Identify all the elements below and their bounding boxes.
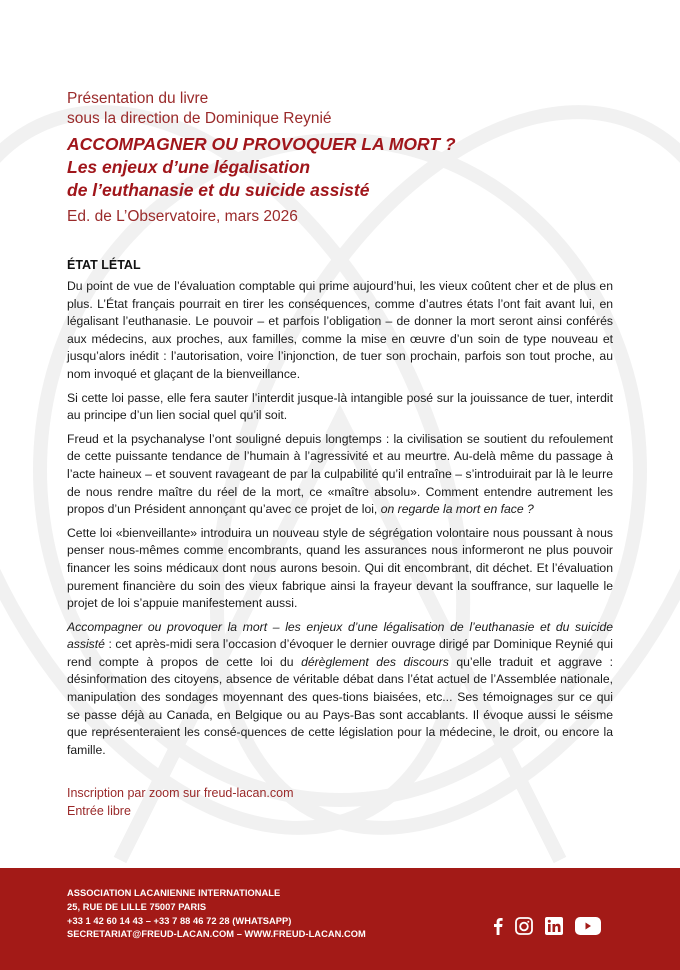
phones: +33 1 42 60 14 43 – +33 7 88 46 72 28 (WHATSAPP) [67, 915, 292, 926]
event-info [67, 785, 613, 820]
text-run: qu’elle traduit et aggrave : désinformation des citoyens, absence de véritable débat dans l’état actuel de l’Assemblée nationale, manipulation des sondages moyennant des ques-tions biaisées, etc... Ses témoignages sur ce qui se passe déjà au Canada, en Belgique ou au Pays-Bas sont accablants. Il évoque aussi le séisme que représenteraient les consé-quences de cette législation pour la médecine, le droit, ou encore la famille. [67, 654, 613, 757]
flyer-content [67, 89, 613, 820]
registration-info[interactable]: Inscription par zoom sur freud-lacan.com [67, 786, 294, 801]
title-line: de l’euthanasie et du suicide assisté [67, 180, 370, 200]
linkedin-icon[interactable] [545, 917, 563, 935]
youtube-icon[interactable] [575, 917, 601, 935]
section-title: ÉTAT LÉTAL [67, 258, 141, 272]
body-paragraph [67, 278, 613, 384]
facebook-icon[interactable] [493, 917, 503, 935]
email-website[interactable]: SECRETARIAT@FREUD-LACAN.COM – WWW.FREUD-LACAN.COM [67, 929, 366, 940]
organization-name: ASSOCIATION LACANIENNE INTERNATIONALE [67, 888, 281, 898]
text-run: : cet après-midi sera l’occasion d’évoquer le dernier ouvrage dirigé par Dominique Reynié qui rend compte à propos de cette loi du [67, 637, 613, 669]
address: 25, RUE DE LILLE 75007 PARIS [67, 901, 207, 912]
body-paragraph [67, 525, 613, 613]
edition: Ed. de L’Observatoire, mars 2026 [67, 208, 298, 225]
text-run: Cette loi «bienveillante» introduira un nouveau style de ségrégation volontaire nous poussant à nous penser nous-mêmes comme encombrants, quand les assurances nous informeront ne plus pouvoir financer les soins médicaux dont nous aurons besoin. Qui dit encombrant, dit déchet. Et l’évaluation purement financière du soin des vieux fabrique ainsi la frayeur devant la souffrance, sur laquelle le projet de loi s’appuie manifestement aussi. [67, 525, 613, 611]
intro-line: Présentation du livre [67, 90, 209, 107]
title-line: Les enjeux d’une légalisation [67, 157, 311, 177]
intro-line: sous la direction de Dominique Reynié [67, 110, 332, 127]
body-paragraph [67, 390, 613, 425]
footer-contact [67, 887, 366, 942]
title-line: ACCOMPAGNER OU PROVOQUER LA MORT ? [67, 134, 456, 154]
text-run: Du point de vue de l’évaluation comptable qui prime aujourd’hui, les vieux coûtent cher et de plus en plus. L’État français pourrait en tirer les conséquences, comme d’autres états l’ont fait avant lui, en légalisant l’euthanasie. Le pouvoir – et parfois l’obligation – de donner la mort seront ainsi conférés aux médecins, aux proches, aux familles, comme la mise en œuvre d’un soin de type nouveau et jusqu’alors inédit : l’autorisation, voire l’injonction, de tuer son prochain, parfois son tout proche, au nom invoqué et glaçant de la bienveillance. [67, 279, 613, 381]
italic-text: on regarde la mort en face ? [380, 502, 534, 517]
intro [67, 89, 613, 129]
footer [0, 868, 680, 970]
body-text [67, 278, 613, 759]
instagram-icon[interactable] [515, 917, 533, 935]
entry-info: Entrée libre [67, 803, 131, 818]
italic-text: Accompagner ou provoquer la mort – les enjeux d’une légalisation de l’euthanasie et du suicide assisté [67, 619, 613, 652]
text-run: Si cette loi passe, elle fera sauter l’interdit jusque-là intangible posé sur la jouissance de tuer, interdit au principe d’un lien social quel qu’il soit. [67, 390, 613, 423]
social-links [493, 917, 601, 935]
body-paragraph [67, 431, 613, 519]
text-run: Freud et la psychanalyse l’ont souligné depuis longtemps : la civilisation se soutient du refoulement de cette puissante tendance de l’humain à l’agressivité et au meurtre. Au-delà même du passage à l’acte haineux – et souvent ravageant de par la culpabilité qu’il entraîne – s’introduirait par là le leurre de nous rendre maître du réel de la mort, ce «maître absolu». Comment entendre autrement les propos d’un Président annonçant qu’avec ce projet de loi, [67, 431, 613, 517]
book-title [67, 133, 613, 202]
italic-text: dérèglement des discours [301, 654, 449, 669]
body-paragraph [67, 619, 613, 760]
